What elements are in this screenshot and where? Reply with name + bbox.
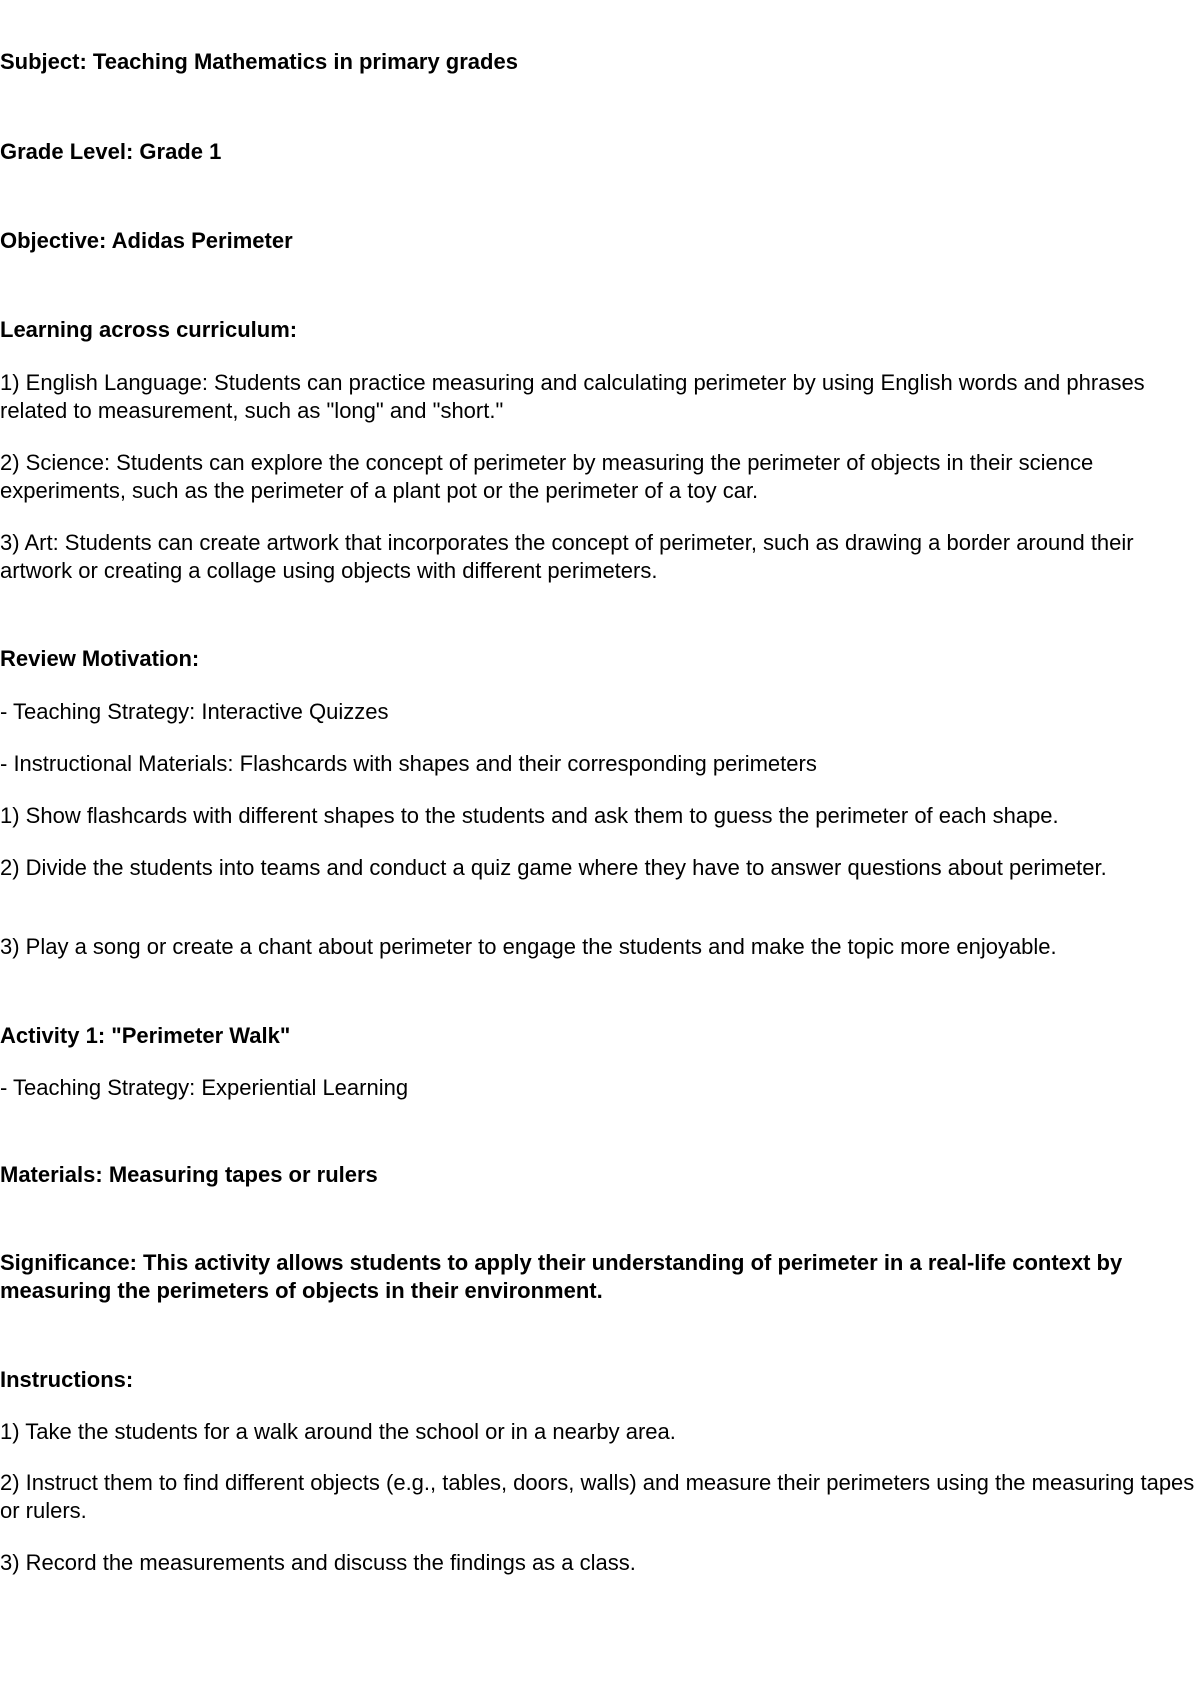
curriculum-item-english: 1) English Language: Students can practice measuring and calculating perimeter by using English words and phrases related to measurement, such as "long" and "short." — [0, 370, 1145, 423]
instructions-heading: Instructions: — [0, 1367, 134, 1392]
instruction-step-1: 1) Take the students for a walk around the school or in a nearby area. — [0, 1419, 676, 1444]
activity1-materials: Materials: Measuring tapes or rulers — [0, 1162, 378, 1187]
review-step-1: 1) Show flashcards with different shapes to the students and ask them to guess the perimeter of each shape. — [0, 803, 1059, 828]
activity1-teaching-strategy: - Teaching Strategy: Experiential Learning — [0, 1075, 409, 1100]
objective-line: Objective: Adidas Perimeter — [0, 228, 293, 253]
curriculum-item-science: 2) Science: Students can explore the concept of perimeter by measuring the perimeter of objects in their science experiments, such as the perimeter of a plant pot or the perimeter of a toy car. — [0, 450, 1094, 503]
review-step-3: 3) Play a song or create a chant about perimeter to engage the students and make the topic more enjoyable. — [0, 934, 1057, 959]
review-step-2: 2) Divide the students into teams and conduct a quiz game where they have to answer questions about perimeter. — [0, 855, 1107, 880]
review-teaching-strategy: - Teaching Strategy: Interactive Quizzes — [0, 699, 389, 724]
curriculum-item-art: 3) Art: Students can create artwork that incorporates the concept of perimeter, such as drawing a border around their artwork or creating a collage using objects with different perimeters. — [0, 530, 1134, 583]
activity1-heading: Activity 1: "Perimeter Walk" — [0, 1023, 291, 1048]
review-motivation-heading: Review Motivation: — [0, 646, 200, 671]
subject-line: Subject: Teaching Mathematics in primary grades — [0, 49, 518, 74]
grade-level-line: Grade Level: Grade 1 — [0, 139, 222, 164]
learning-across-curriculum-heading: Learning across curriculum: — [0, 317, 298, 342]
instruction-step-2: 2) Instruct them to find different objects (e.g., tables, doors, walls) and measure their perimeters using the measuring tapes or rulers. — [0, 1470, 1195, 1523]
instruction-step-3: 3) Record the measurements and discuss the findings as a class. — [0, 1550, 636, 1575]
review-instructional-materials: - Instructional Materials: Flashcards with shapes and their corresponding perimeters — [0, 751, 817, 776]
activity1-significance: Significance: This activity allows students to apply their understanding of perimeter in a real-life context by measuring the perimeters of objects in their environment. — [0, 1250, 1123, 1303]
